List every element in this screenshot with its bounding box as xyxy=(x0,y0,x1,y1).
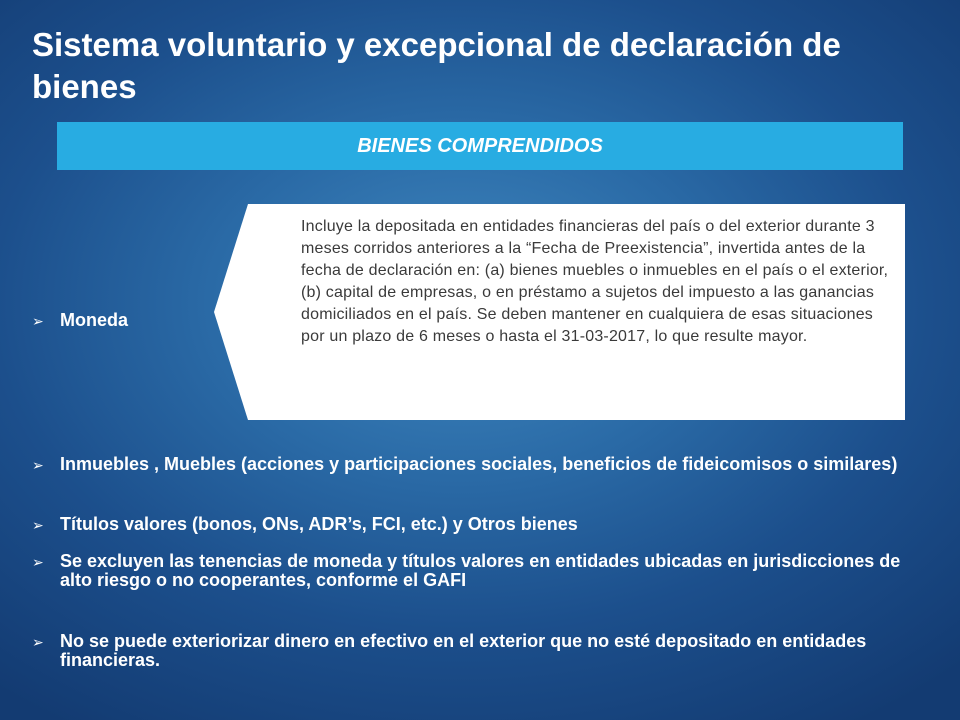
bullet-text: Inmuebles , Muebles (acciones y participaciones sociales, beneficios de fideicomisos o similares) xyxy=(60,454,898,474)
moneda-callout-box: Incluye la depositada en entidades financieras del país o del exterior durante 3 meses corridos anteriores a la “Fecha de Preexistencia”, invertida antes de la fecha de declaración en: (a) bienes muebles o inmuebles en el país o el exterior, (b) capital de empresas, o en préstamo a sujetos del impuesto a las ganancias domiciliados en el país. Se deben mantener en cualquiera de esas situaciones por un plazo de 6 meses o hasta el 31-03-2017, lo que resulte mayor. xyxy=(289,204,905,420)
slide-title: Sistema voluntario y excepcional de declaración de bienes xyxy=(32,26,841,105)
bullet-item-exclusiones xyxy=(32,552,912,590)
bullet-text: Títulos valores (bonos, ONs, ADR’s, FCI, etc.) y Otros bienes xyxy=(60,514,578,534)
section-banner xyxy=(57,122,903,170)
section-banner-label: BIENES COMPRENDIDOS xyxy=(357,134,603,157)
bullet-text: Se excluyen las tenencias de moneda y títulos valores en entidades ubicadas en jurisdicciones de alto riesgo o no cooperantes, conforme el GAFI xyxy=(60,551,901,590)
bullet-arrow-icon: ➢ xyxy=(32,313,44,329)
bullet-text: Moneda xyxy=(60,310,129,330)
bullet-item-inmuebles xyxy=(32,455,912,475)
bullet-text: No se puede exteriorizar dinero en efectivo en el exterior que no esté depositado en entidades financieras. xyxy=(60,631,867,670)
bullet-item-titulos xyxy=(32,515,912,535)
bullet-arrow-icon: ➢ xyxy=(32,517,44,533)
bullet-item-efectivo xyxy=(32,632,912,670)
bullet-arrow-icon: ➢ xyxy=(32,457,44,473)
bullet-arrow-icon: ➢ xyxy=(32,634,44,650)
bullet-arrow-icon: ➢ xyxy=(32,554,44,570)
bullet-item-moneda xyxy=(32,311,912,331)
